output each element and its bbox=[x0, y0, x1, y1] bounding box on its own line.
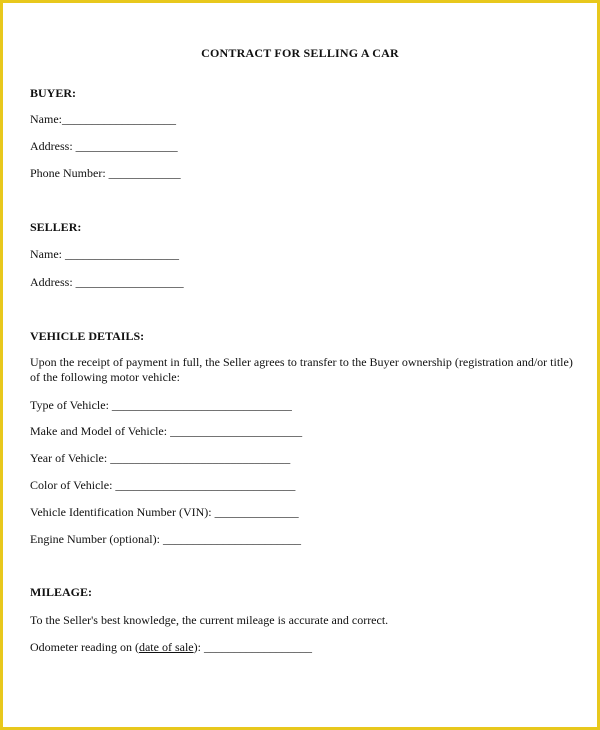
buyer-address-field: Address: _________________ bbox=[30, 139, 178, 153]
vehicle-engine-field: Engine Number (optional): _______________________ bbox=[30, 532, 301, 546]
mileage-heading: MILEAGE: bbox=[30, 585, 93, 599]
vehicle-year-field: Year of Vehicle: ______________________________ bbox=[30, 451, 291, 465]
odometer-suffix: ): __________________ bbox=[193, 640, 312, 654]
odometer-date-label: date of sale bbox=[138, 640, 194, 654]
vehicle-intro: Upon the receipt of payment in full, the Seller agrees to transfer to the Buyer ownership (registration and/or title) of the following motor vehicle: bbox=[30, 355, 573, 384]
vehicle-make-field: Make and Model of Vehicle: ______________________ bbox=[30, 424, 303, 438]
vehicle-type-field: Type of Vehicle: ______________________________ bbox=[30, 398, 292, 412]
vehicle-color-field: Color of Vehicle: ______________________________ bbox=[30, 478, 296, 492]
contract-page bbox=[3, 3, 597, 727]
seller-name-field: Name: ___________________ bbox=[30, 247, 179, 261]
odometer-prefix: Odometer reading on ( bbox=[30, 640, 139, 654]
buyer-phone-field: Phone Number: ____________ bbox=[30, 166, 181, 180]
document-title: CONTRACT FOR SELLING A CAR bbox=[201, 46, 399, 60]
odometer-field bbox=[30, 640, 312, 655]
vehicle-vin-field: Vehicle Identification Number (VIN): ______________ bbox=[30, 505, 299, 519]
seller-heading: SELLER: bbox=[30, 220, 82, 234]
seller-address-field: Address: __________________ bbox=[30, 275, 184, 289]
vehicle-heading: VEHICLE DETAILS: bbox=[30, 329, 145, 343]
mileage-statement: To the Seller's best knowledge, the current mileage is accurate and correct. bbox=[30, 613, 389, 627]
buyer-name-field: Name:___________________ bbox=[30, 112, 176, 126]
buyer-heading: BUYER: bbox=[30, 86, 77, 100]
